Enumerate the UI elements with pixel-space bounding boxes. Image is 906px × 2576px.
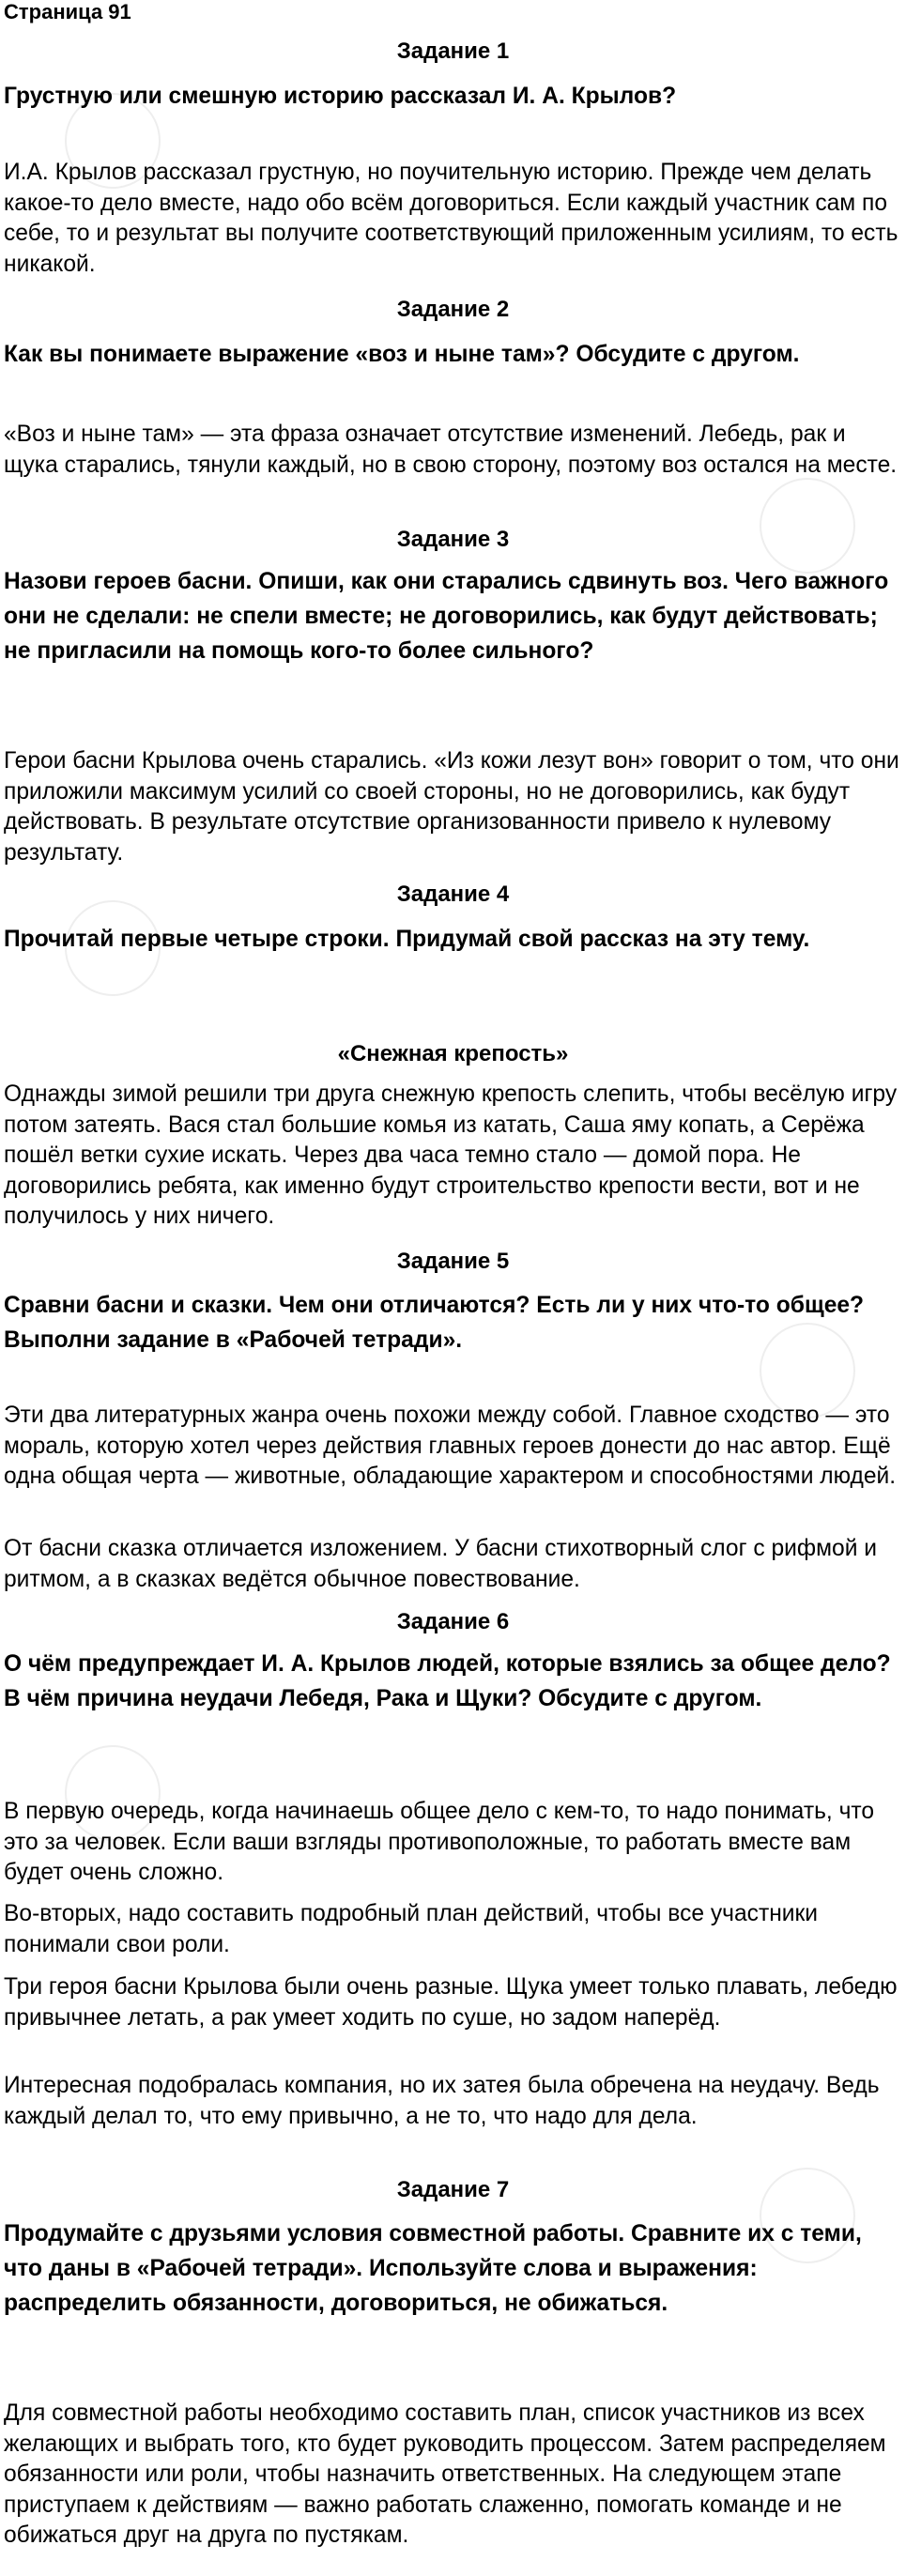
- task-3-heading: Задание 3: [396, 527, 510, 552]
- task-6-answer-4: Интересная подобралась компания, но их затея была обречена на неудачу. Ведь каждый делал то, что ему привычно, а не то, что надо для дела.: [4, 2073, 880, 2129]
- task-7-answer: Для совместной работы необходимо составить план, список участников из всех желающих и выбрать того, кто будет руководить процессом. Затем распределяем обязанности или роли, чтобы назначить ответственных. На следующем этапе приступаем к действиям — важно работать слаженно, помогать команде и не обижаться друг на друга по пустякам.: [4, 2400, 886, 2548]
- task-6-answer-1: В первую очередь, когда начинаешь общее дело с кем-то, то надо понимать, что это за человек. Если ваши взгляды противоположные, то работать вместе вам будет очень сложно.: [4, 1799, 875, 1885]
- task-5-heading: Задание 5: [396, 1249, 510, 1274]
- task-2-answer: «Воз и ныне там» — эта фраза означает отсутствие изменений. Лебедь, рак и щука старались, тянули каждый, но в свою сторону, поэтому воз остался на месте.: [4, 422, 898, 478]
- task-4-question: Прочитай первые четыре строки. Придумай свой рассказ на эту тему.: [4, 927, 810, 952]
- task-6-answer-2: Во-вторых, надо составить подробный план действий, чтобы все участники понимали свои роли.: [4, 1901, 819, 1957]
- task-4-story-title: «Снежная крепость»: [337, 1041, 569, 1066]
- task-4-answer: Однажды зимой решили три друга снежную крепость слепить, чтобы весёлую игру потом затеять. Вася стал большие комья из катать, Саша яму копать, а Серёжа пошёл ветки сухие искать. Через два часа темно стало — домой пора. Не договорились ребята, как именно будут строительство крепости вести, вот и не получилось у них ничего.: [4, 1081, 898, 1229]
- task-1-question: Грустную или смешную историю рассказал И. А. Крылов?: [4, 84, 677, 109]
- task-7-heading: Задание 7: [396, 2177, 510, 2202]
- task-3-question: Назови героев басни. Опиши, как они старались сдвинуть воз. Чего важного они не сделали: не спели вместе; не договорились, как будут действовать; не пригласили на помощь кого-то более сильного?: [4, 569, 889, 664]
- task-5-question: Сравни басни и сказки. Чем они отличаются? Есть ли у них что-то общее? Выполни задание в «Рабочей тетради».: [4, 1293, 865, 1353]
- task-6-question: О чём предупреждает И. А. Крылов людей, которые взялись за общее дело? В чём причина неудачи Лебедя, Рака и Щуки? Обсудите с другом.: [4, 1651, 891, 1711]
- task-6-answer-3: Три героя басни Крылова были очень разные. Щука умеет только плавать, лебедю привычнее летать, а рак умеет ходить по суше, но задом наперёд.: [4, 1974, 898, 2031]
- task-6-heading: Задание 6: [396, 1609, 510, 1634]
- task-2-question: Как вы понимаете выражение «воз и ныне там»? Обсудите с другом.: [4, 342, 800, 367]
- task-3-answer: Герои басни Крылова очень старались. «Из кожи лезут вон» говорит о том, что они приложили максимум усилий со своей стороны, но не договорились, как будут действовать. В результате отсутствие организованности привело к нулевому результату.: [4, 748, 899, 866]
- page-number-label: Страница 91: [4, 0, 131, 23]
- task-1-heading: Задание 1: [396, 38, 510, 64]
- task-4-heading: Задание 4: [396, 882, 510, 907]
- task-5-answer-2: От басни сказка отличается изложением. У басни стихотворный слог с рифмой и ритмом, а в сказках ведётся обычное повествование.: [4, 1536, 878, 1592]
- task-7-question: Продумайте с друзьями условия совместной работы. Сравните их с теми, что даны в «Рабочей тетради». Используйте слова и выражения: распределить обязанности, договориться, не обижаться.: [4, 2221, 862, 2316]
- task-5-answer-1: Эти два литературных жанра очень похожи между собой. Главное сходство — это мораль, которую хотел через действия главных героев донести до нас автор. Ещё одна общая черта — животные, обладающие характером и способностями людей.: [4, 1403, 897, 1489]
- task-2-heading: Задание 2: [396, 297, 510, 322]
- task-1-answer: И.А. Крылов рассказал грустную, но поучительную историю. Прежде чем делать какое-то дело вместе, надо обо всём договориться. Если каждый участник сам по себе, то и результат вы получите соответствующий приложенным усилиям, то есть никакой.: [4, 160, 898, 277]
